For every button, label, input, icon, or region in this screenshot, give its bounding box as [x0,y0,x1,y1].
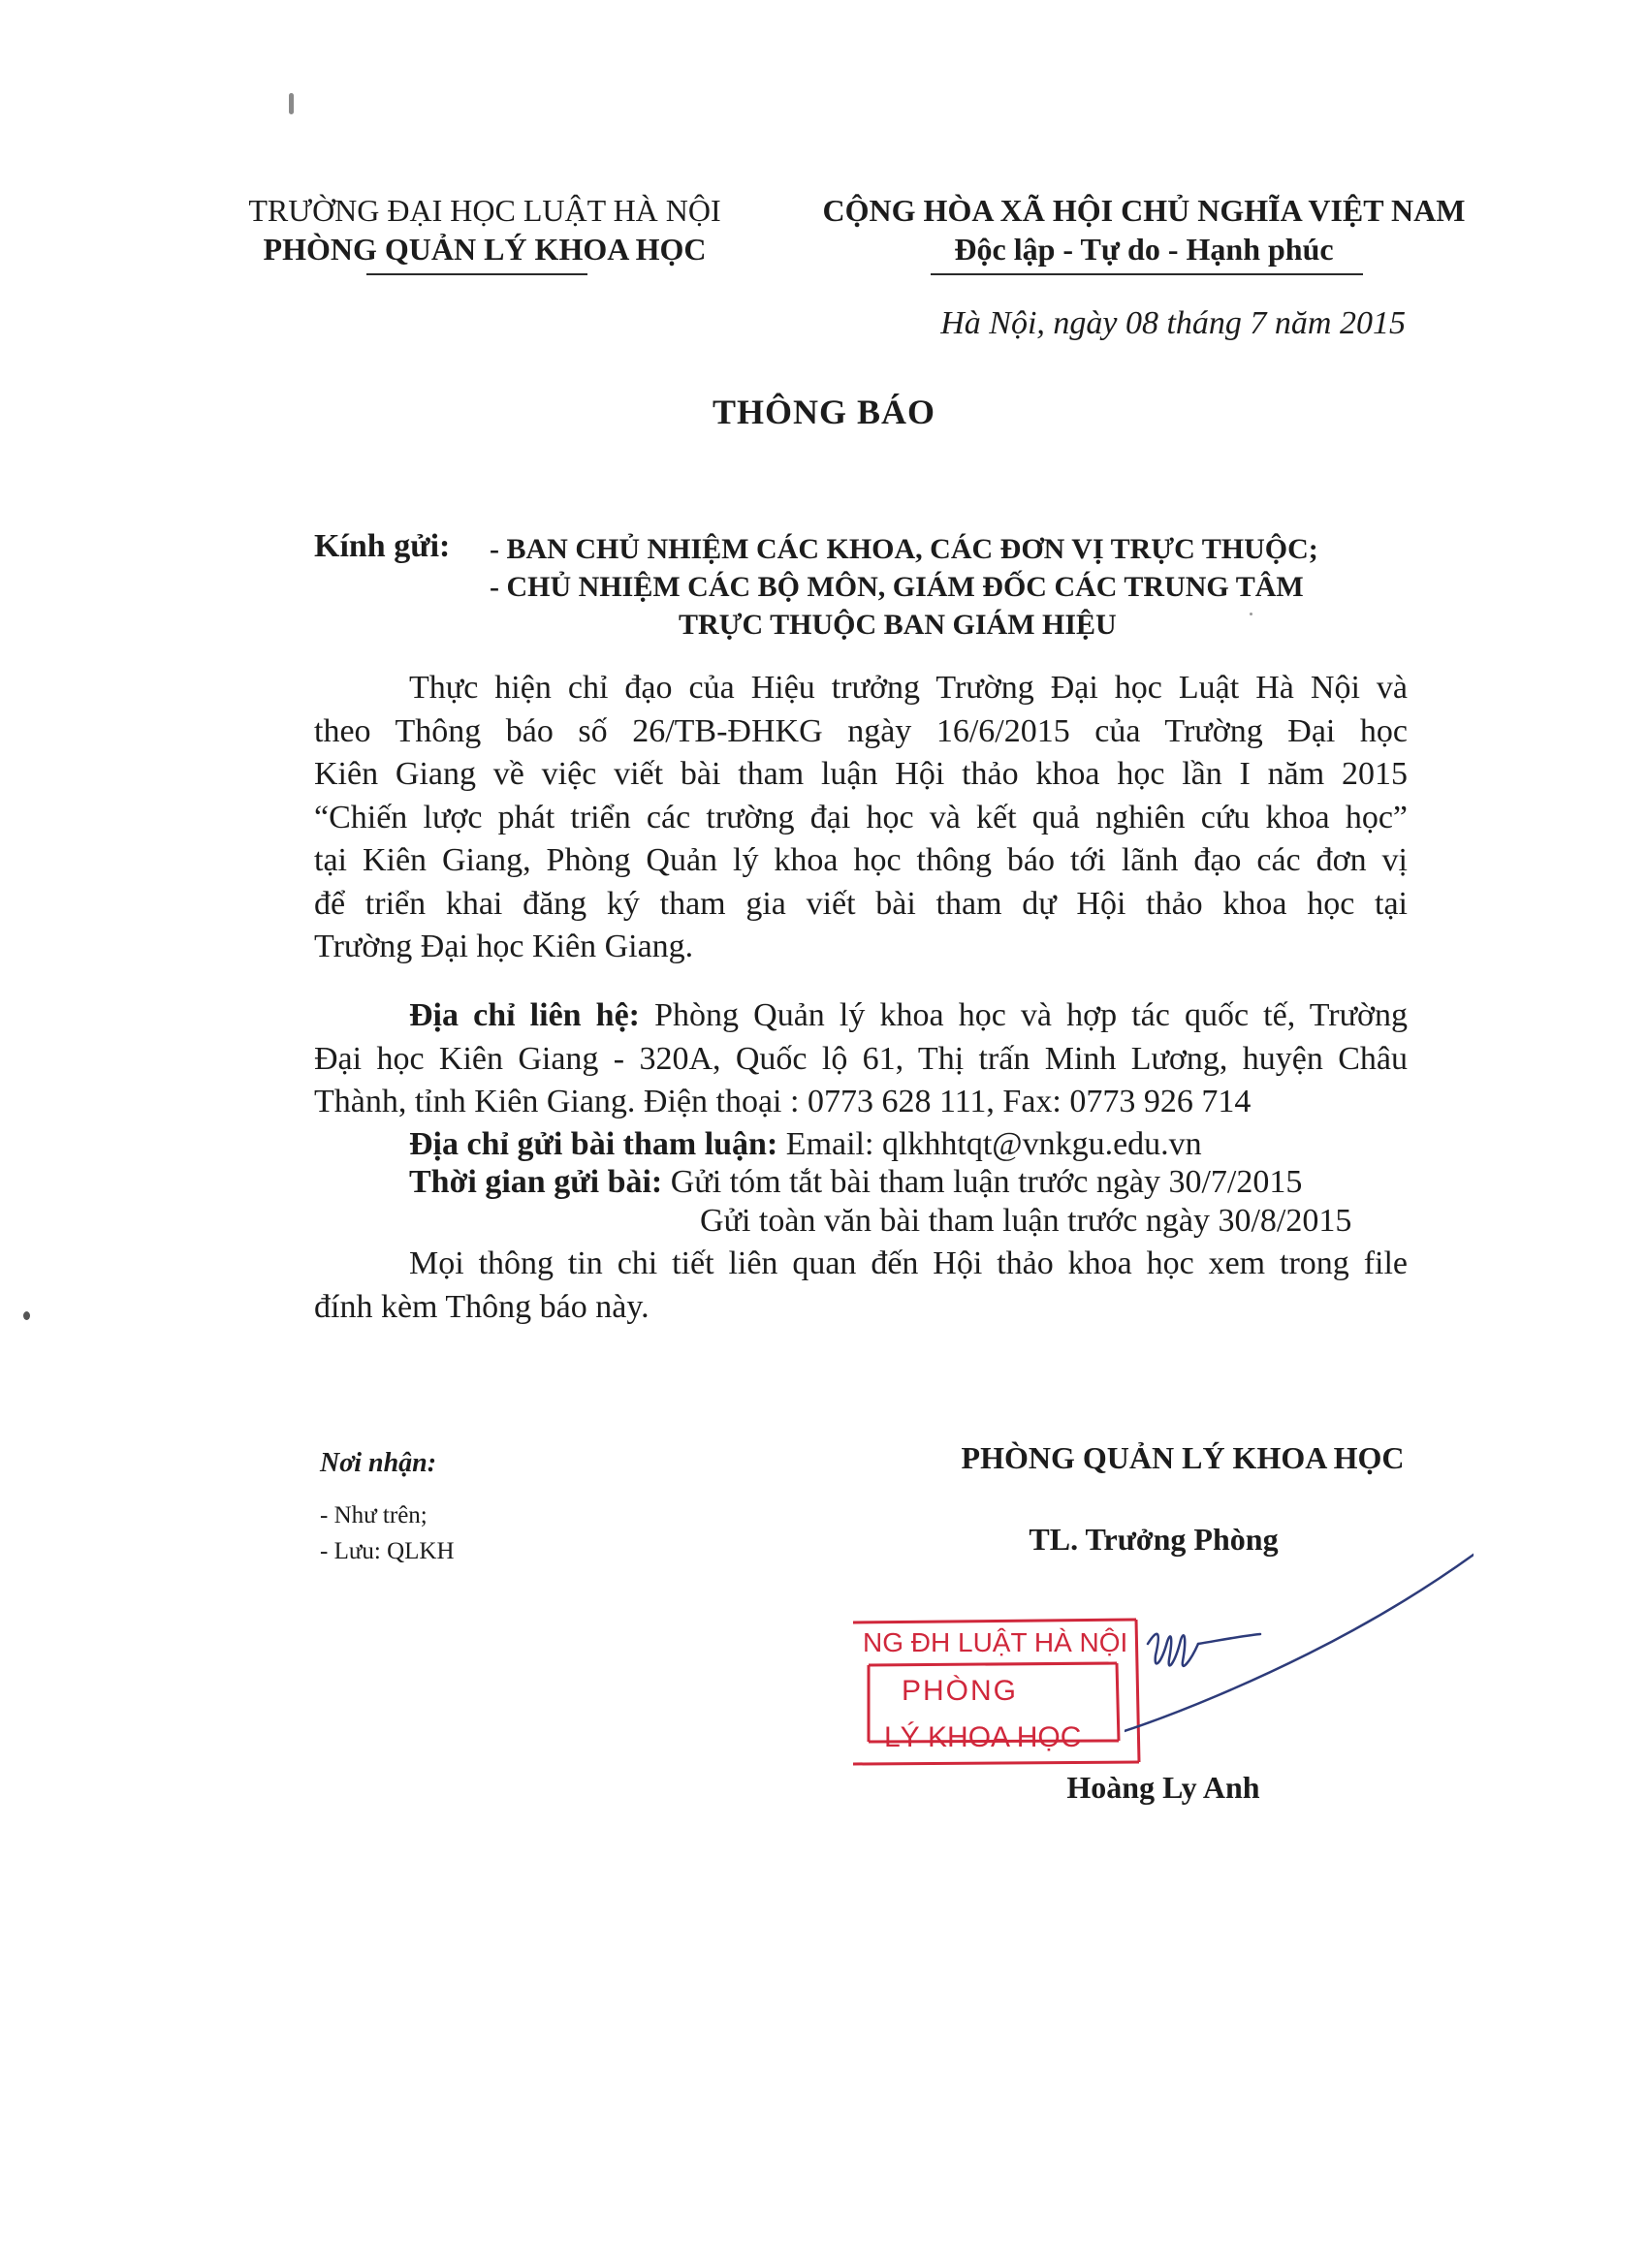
paragraph-line: Thực hiện chỉ đạo của Hiệu trưởng Trường Đại học Luật Hà Nội và [409,670,1408,706]
date-line: Hà Nội, ngày 08 tháng 7 năm 2015 [940,305,1406,341]
submission-email: Email: qlkhhtqt@vnkgu.edu.vn [785,1126,1202,1162]
recipients-label: Kính gửi: [314,528,451,564]
university-name: TRƯỜNG ĐẠI HỌC LUẬT HÀ NỘI [248,193,721,228]
signer-title: TL. Trưởng Phòng [1029,1522,1279,1557]
scan-speck [289,93,294,114]
scan-speck [23,1311,30,1320]
deadline-full: Gửi toàn văn bài tham luận trước ngày 30/8/2015 [700,1203,1352,1239]
department-name: PHÒNG QUẢN LÝ KHOA HỌC [263,232,707,267]
paragraph-line: Kiên Giang về việc viết bài tham luận Hội thảo khoa học lần I năm 2015 [314,756,1408,792]
header-right [785,191,1503,268]
paragraph-line: Trường Đại học Kiên Giang. [314,929,694,964]
paragraph-line: “Chiến lược phát triển các trường đại học và kết quả nghiên cứu khoa học” [314,799,1408,835]
footer-recipient-item: - Lưu: QLKH [320,1538,455,1564]
recipient-line: TRỰC THUỘC BAN GIÁM HIỆU [679,609,1117,641]
footer-recipients-label: Nơi nhận: [320,1448,437,1478]
paragraph-line: theo Thông báo số 26/TB-ĐHKG ngày 16/6/2015 của Trường Đại học [314,712,1408,749]
contact-label: Địa chỉ liên hệ: [409,997,641,1033]
contact-block [314,994,1408,1124]
deadline-summary: Gửi tóm tắt bài tham luận trước ngày 30/7/2015 [670,1164,1303,1200]
deadline-line [409,1161,1302,1205]
stamp-line: NG ĐH LUẬT HÀ NỘI [863,1627,1128,1657]
contact-line [314,994,1408,1038]
paragraph-final [314,1243,1408,1329]
recipient-line: - CHỦ NHIỆM CÁC BỘ MÔN, GIÁM ĐỐC CÁC TRUNG TÂM [490,571,1304,603]
paragraph-line: Mọi thông tin chi tiết liên quan đến Hội thảo khoa học xem trong file [409,1245,1408,1281]
paragraph-intro [314,667,1408,969]
footer-recipient-item: - Như trên; [320,1502,428,1528]
official-stamp [853,1617,1144,1772]
footer-recipients-list [320,1497,455,1569]
signer-name: Hoàng Ly Anh [1066,1770,1260,1805]
handwritten-signature [1125,1547,1474,1750]
contact-line: Thành, tỉnh Kiên Giang. Điện thoại : 0773 628 111, Fax: 0773 926 714 [314,1084,1252,1119]
signer-org: PHÒNG QUẢN LÝ KHOA HỌC [961,1440,1405,1475]
submission-line [409,1123,1202,1167]
header-left-underline [366,273,587,275]
stamp-line: PHÒNG [902,1675,1019,1707]
contact-line: Đại học Kiên Giang - 320A, Quốc lộ 61, Thị trấn Minh Lương, huyện Châu [314,1040,1408,1077]
header-left [213,191,756,268]
national-title: CỘNG HÒA XÃ HỘI CHỦ NGHĨA VIỆT NAM [822,193,1466,228]
deadline-label: Thời gian gửi bài: [409,1164,663,1200]
paragraph-line: tại Kiên Giang, Phòng Quản lý khoa học thông báo tới lãnh đạo các đơn vị [314,842,1408,878]
national-motto: Độc lập - Tự do - Hạnh phúc [954,232,1334,267]
recipients-list [490,530,1318,644]
header-right-underline [931,273,1363,275]
submission-label: Địa chỉ gửi bài tham luận: [409,1126,778,1162]
stamp-line: LÝ KHOA HỌC [884,1721,1082,1753]
paragraph-line: đính kèm Thông báo này. [314,1288,650,1325]
paragraph-line: để triển khai đăng ký tham gia viết bài tham dự Hội thảo khoa học tại [314,885,1408,922]
document-title: THÔNG BÁO [712,393,936,431]
contact-value: Phòng Quản lý khoa học và hợp tác quốc tế, Trường [654,997,1408,1033]
recipient-line: - BAN CHỦ NHIỆM CÁC KHOA, CÁC ĐƠN VỊ TRỰC THUỘC; [490,533,1318,565]
